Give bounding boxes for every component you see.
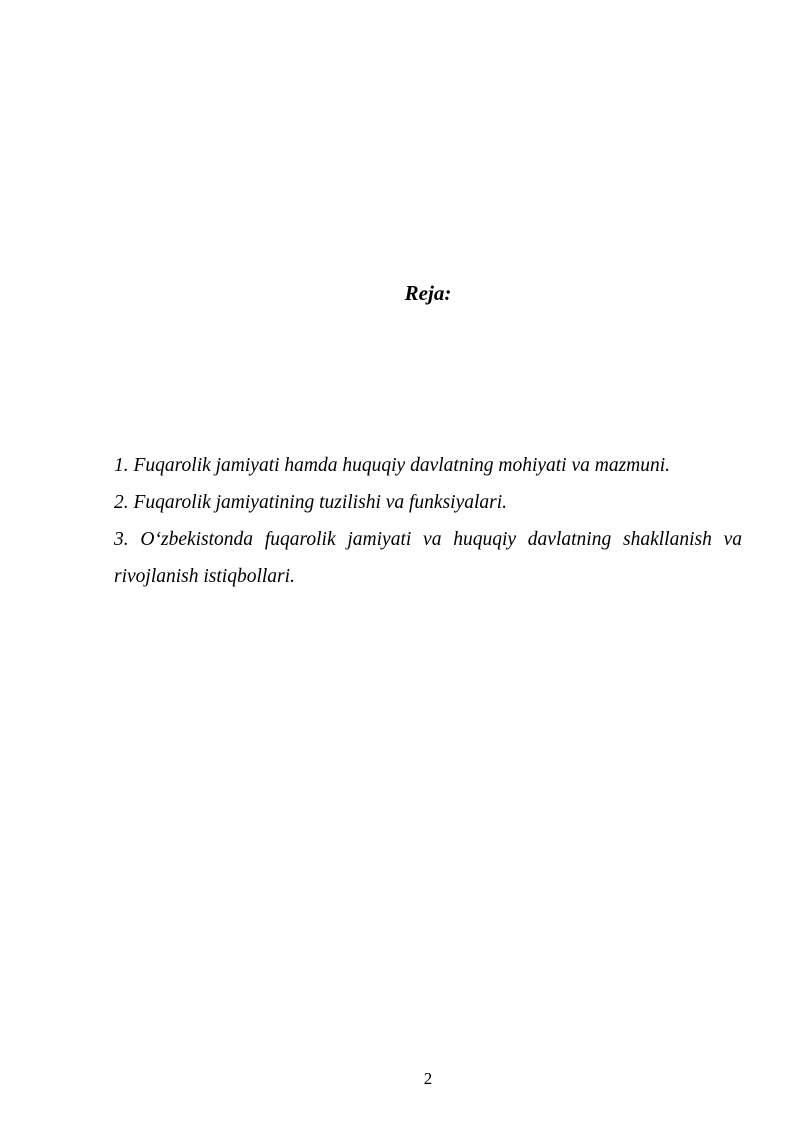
plan-item-number: 2. xyxy=(114,492,129,513)
plan-list xyxy=(114,447,742,595)
plan-item-number: 1. xyxy=(114,455,129,476)
plan-item-text: Fuqarolik jamiyatining tuzilishi va funksiyalari. xyxy=(133,492,508,513)
plan-item-text: Fuqarolik jamiyati hamda huquqiy davlatning mohiyati va mazmuni. xyxy=(133,455,671,476)
plan-item-number: 3. xyxy=(114,529,129,550)
plan-item xyxy=(114,447,742,484)
plan-item xyxy=(114,484,742,521)
page-number: 2 xyxy=(423,1069,433,1088)
plan-item xyxy=(114,521,742,595)
page-title: Reja: xyxy=(404,281,452,305)
plan-item-text: O‘zbekistonda fuqarolik jamiyati va huquqiy davlatning shakllanish va rivojlanish istiqbollari. xyxy=(114,529,742,587)
